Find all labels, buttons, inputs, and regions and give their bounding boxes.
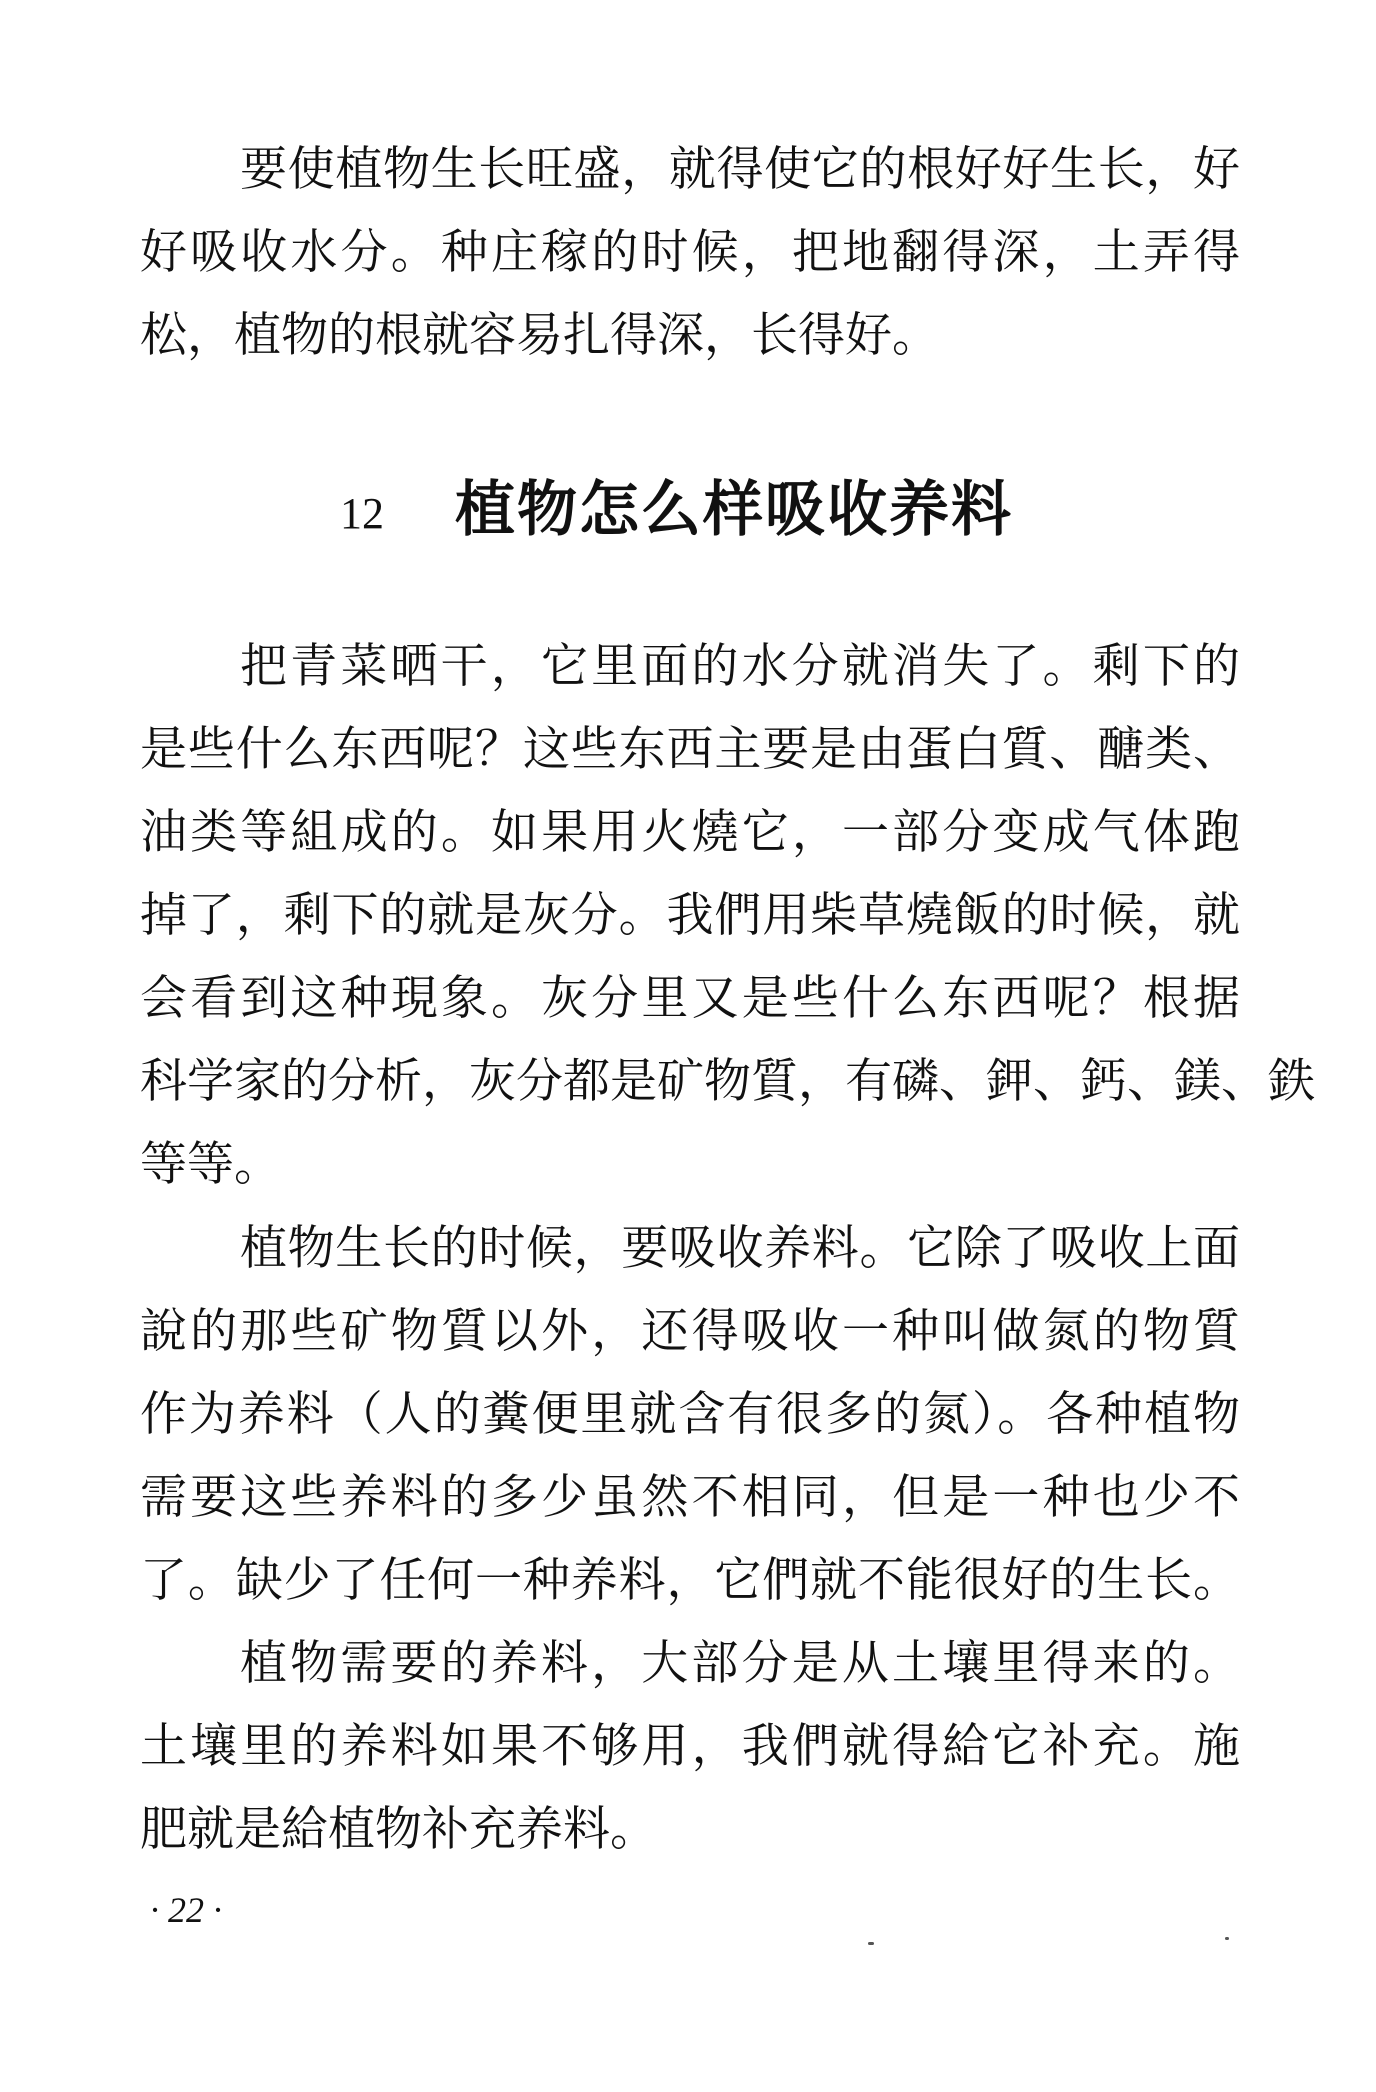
text-line: 植物生长的时候，要吸收养料。它除了吸收上面 xyxy=(240,1221,1240,1276)
text-line: 油类等組成的。如果用火燒它，一部分变成气体跑 xyxy=(140,805,1240,860)
text-line: 好吸收水分。种庄稼的时候，把地翻得深，土弄得 xyxy=(140,225,1240,280)
text-line: 会看到这种現象。灰分里又是些什么东西呢？根据 xyxy=(140,971,1240,1026)
text-line: 等等。 xyxy=(140,1137,281,1192)
text-line: 是些什么东西呢？这些东西主要是由蛋白質、醣类、 xyxy=(140,722,1240,777)
scan-speck xyxy=(1225,1937,1229,1940)
text-line: 植物需要的养料，大部分是从土壤里得来的。 xyxy=(240,1636,1240,1691)
page-number: · 22 · xyxy=(150,1890,222,1930)
section-number: 12 xyxy=(340,489,384,538)
text-line: 了。缺少了任何一种养料，它們就不能很好的生长。 xyxy=(140,1553,1240,1608)
section-title: 植物怎么样吸收养料 xyxy=(455,475,1013,545)
text-line: 需要这些养料的多少虽然不相同，但是一种也少不 xyxy=(140,1470,1240,1525)
section-heading xyxy=(340,470,1060,550)
text-line: 肥就是給植物补充养料。 xyxy=(140,1802,657,1857)
text-line: 科学家的分析，灰分都是矿物質，有磷、鉀、鈣、鎂、鉄 xyxy=(140,1054,1315,1109)
text-line: 土壤里的养料如果不够用，我們就得給它补充。施 xyxy=(140,1719,1240,1774)
text-line: 掉了，剩下的就是灰分。我們用柴草燒飯的时候，就 xyxy=(140,888,1240,943)
text-line: 松，植物的根就容易扎得深，长得好。 xyxy=(140,308,939,363)
scan-speck xyxy=(868,1942,874,1945)
text-line: 要使植物生长旺盛，就得使它的根好好生长，好 xyxy=(240,142,1240,197)
text-line: 把青菜晒干，它里面的水分就消失了。剩下的 xyxy=(240,639,1240,694)
text-line: 作为养料（人的糞便里就含有很多的氮）。各种植物 xyxy=(140,1387,1240,1442)
text-line: 說的那些矿物質以外，还得吸收一种叫做氮的物質 xyxy=(140,1304,1240,1359)
